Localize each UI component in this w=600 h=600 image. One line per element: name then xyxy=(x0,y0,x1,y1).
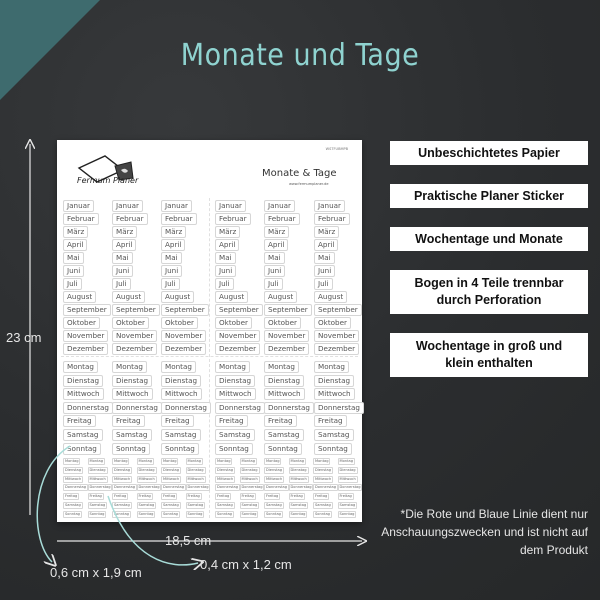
month-sticker: Juli xyxy=(161,278,180,290)
month-sticker: November xyxy=(161,330,206,342)
small-weekday-sticker: Sonntag xyxy=(187,511,203,516)
month-sticker: Juni xyxy=(161,265,182,277)
month-sticker: Februar xyxy=(264,213,300,225)
weekday-sticker: Sonntag xyxy=(63,443,101,455)
sheet-url: www.fermumplaner.de xyxy=(289,182,329,186)
small-weekday-sticker: Sonntag xyxy=(266,511,281,516)
month-sticker: Januar xyxy=(215,200,246,212)
small-weekday-sticker: Dienstag xyxy=(138,467,155,472)
month-sticker: Oktober xyxy=(264,317,301,329)
small-weekday-sticker: Montag xyxy=(290,459,304,463)
month-sticker: Oktober xyxy=(112,317,149,329)
small-weekday-sticker: Sonntag xyxy=(89,511,105,516)
small-weekday-sticker: Mittwoch xyxy=(65,476,82,481)
small-weekday-sticker: Montag xyxy=(89,459,103,463)
weekday-sticker: Donnerstag xyxy=(112,402,162,414)
small-weekday-sticker: Dienstag xyxy=(315,467,332,472)
month-sticker: April xyxy=(63,239,87,251)
small-weekday-sticker: Freitag xyxy=(241,494,254,499)
small-weekday-sticker: Freitag xyxy=(315,494,328,499)
small-weekday-sticker: Donnerstag xyxy=(138,485,160,490)
weekday-sticker: Donnerstag xyxy=(63,402,113,414)
large-sticker-size-label: 0,6 cm x 1,9 cm xyxy=(50,565,142,580)
month-sticker: Februar xyxy=(215,213,251,225)
month-sticker: April xyxy=(161,239,185,251)
small-weekday-sticker: Donnerstag xyxy=(65,485,86,490)
feature-label: Bogen in 4 Teile trennbar durch Perforation xyxy=(414,276,564,307)
small-weekday-sticker: Freitag xyxy=(114,494,127,499)
month-sticker: Juni xyxy=(215,265,236,277)
weekday-sticker: Freitag xyxy=(314,415,347,427)
month-sticker: Oktober xyxy=(63,317,100,329)
small-weekday-sticker: Montag xyxy=(266,459,280,463)
weekday-sticker: Mittwoch xyxy=(112,388,153,400)
month-sticker: Juli xyxy=(215,278,234,290)
small-weekday-sticker: Dienstag xyxy=(89,467,106,472)
month-sticker: November xyxy=(112,330,157,342)
month-sticker: Januar xyxy=(161,200,192,212)
month-sticker: August xyxy=(215,291,248,303)
small-weekday-sticker: Montag xyxy=(315,459,329,463)
small-weekday-sticker: Mittwoch xyxy=(290,476,307,481)
weekday-sticker: Donnerstag xyxy=(264,402,314,414)
weekday-sticker: Montag xyxy=(112,361,147,373)
small-weekday-sticker: Sonntag xyxy=(163,511,178,516)
month-sticker: Januar xyxy=(112,200,143,212)
large-sticker-arrow xyxy=(37,446,70,562)
small-weekday-sticker: Freitag xyxy=(266,494,279,499)
month-sticker: März xyxy=(63,226,88,238)
small-weekday-sticker: Montag xyxy=(163,459,177,463)
month-sticker: Juli xyxy=(264,278,283,290)
month-sticker: September xyxy=(314,304,362,316)
weekday-sticker: Donnerstag xyxy=(215,402,265,414)
small-weekday-sticker: Sonntag xyxy=(138,511,154,516)
month-sticker: Dezember xyxy=(264,343,309,355)
feature-label: Wochentage in groß und klein enthalten xyxy=(415,339,563,370)
month-sticker: September xyxy=(63,304,111,316)
month-sticker: August xyxy=(314,291,347,303)
month-sticker: Mai xyxy=(112,252,133,264)
month-sticker: September xyxy=(161,304,209,316)
weekday-sticker: Dienstag xyxy=(112,375,152,387)
small-weekday-sticker: Mittwoch xyxy=(163,476,180,481)
small-weekday-sticker: Dienstag xyxy=(217,467,234,472)
small-weekday-sticker: Dienstag xyxy=(290,467,307,472)
small-weekday-sticker: Freitag xyxy=(65,494,78,499)
month-sticker: Dezember xyxy=(215,343,260,355)
month-sticker: Februar xyxy=(63,213,99,225)
small-weekday-sticker: Sonntag xyxy=(217,511,232,516)
sheet-code: WSTFUBMPB xyxy=(325,147,348,151)
small-weekday-sticker: Samstag xyxy=(241,503,258,507)
weekday-sticker: Dienstag xyxy=(161,375,201,387)
page-title: Monate und Tage xyxy=(180,38,420,73)
month-sticker: Juni xyxy=(112,265,133,277)
weekday-sticker: Samstag xyxy=(215,429,255,441)
small-weekday-sticker: Dienstag xyxy=(163,467,180,472)
month-sticker: Februar xyxy=(161,213,197,225)
weekday-sticker: Mittwoch xyxy=(215,388,256,400)
weekday-sticker: Samstag xyxy=(161,429,201,441)
weekday-sticker: Sonntag xyxy=(264,443,302,455)
small-weekday-sticker: Donnerstag xyxy=(217,485,238,490)
small-weekday-sticker: Donnerstag xyxy=(266,485,287,490)
small-weekday-sticker: Dienstag xyxy=(339,467,356,472)
small-weekday-sticker: Dienstag xyxy=(114,467,131,472)
small-weekday-sticker: Montag xyxy=(339,459,353,463)
weekday-sticker: Mittwoch xyxy=(314,388,355,400)
weekday-sticker: Dienstag xyxy=(63,375,103,387)
weekday-sticker: Dienstag xyxy=(314,375,354,387)
small-weekday-sticker: Mittwoch xyxy=(89,476,106,481)
month-sticker: Januar xyxy=(264,200,295,212)
month-sticker: August xyxy=(161,291,194,303)
small-weekday-sticker: Sonntag xyxy=(241,511,257,516)
small-weekday-sticker: Sonntag xyxy=(114,511,129,516)
small-weekday-sticker: Donnerstag xyxy=(241,485,263,490)
weekday-sticker: Sonntag xyxy=(161,443,199,455)
month-sticker: Juli xyxy=(112,278,131,290)
small-weekday-sticker: Samstag xyxy=(290,503,307,507)
small-weekday-sticker: Freitag xyxy=(138,494,151,499)
small-weekday-sticker: Freitag xyxy=(217,494,230,499)
small-weekday-sticker: Dienstag xyxy=(187,467,204,472)
month-sticker: Mai xyxy=(215,252,236,264)
small-weekday-sticker: Mittwoch xyxy=(114,476,131,481)
month-sticker: Dezember xyxy=(63,343,108,355)
month-sticker: September xyxy=(215,304,263,316)
month-sticker: August xyxy=(63,291,96,303)
small-weekday-sticker: Dienstag xyxy=(266,467,283,472)
height-label: 23 cm xyxy=(6,330,42,345)
weekday-sticker: Montag xyxy=(161,361,196,373)
small-weekday-sticker: Donnerstag xyxy=(89,485,111,490)
weekday-sticker: Donnerstag xyxy=(161,402,211,414)
small-weekday-sticker: Freitag xyxy=(187,494,200,499)
weekday-sticker: Freitag xyxy=(161,415,194,427)
small-weekday-sticker: Sonntag xyxy=(65,511,80,516)
small-weekday-sticker: Montag xyxy=(217,459,231,463)
weekday-sticker: Freitag xyxy=(215,415,248,427)
month-sticker: Juni xyxy=(63,265,84,277)
weekday-sticker: Samstag xyxy=(314,429,354,441)
small-weekday-sticker: Samstag xyxy=(217,503,233,507)
small-weekday-sticker: Mittwoch xyxy=(339,476,356,481)
weekday-sticker: Samstag xyxy=(264,429,304,441)
month-sticker: Februar xyxy=(112,213,148,225)
small-weekday-sticker: Samstag xyxy=(339,503,356,507)
weekday-sticker: Montag xyxy=(314,361,349,373)
month-sticker: Mai xyxy=(63,252,84,264)
small-weekday-sticker: Freitag xyxy=(339,494,352,499)
small-weekday-sticker: Samstag xyxy=(89,503,106,507)
month-sticker: Oktober xyxy=(215,317,252,329)
weekday-sticker: Sonntag xyxy=(314,443,352,455)
feature-label: Unbeschichtetes Papier xyxy=(418,145,560,160)
month-sticker: September xyxy=(264,304,312,316)
small-weekday-sticker: Donnerstag xyxy=(290,485,312,490)
month-sticker: Dezember xyxy=(161,343,206,355)
month-sticker: März xyxy=(314,226,339,238)
month-sticker: April xyxy=(112,239,136,251)
weekday-sticker: Mittwoch xyxy=(264,388,305,400)
small-weekday-sticker: Dienstag xyxy=(241,467,258,472)
small-sticker-size-label: 0,4 cm x 1,2 cm xyxy=(200,557,292,572)
weekday-sticker: Freitag xyxy=(264,415,297,427)
small-weekday-sticker: Montag xyxy=(114,459,128,463)
month-sticker: März xyxy=(215,226,240,238)
weekday-sticker: Montag xyxy=(215,361,250,373)
month-sticker: September xyxy=(112,304,160,316)
small-weekday-sticker: Samstag xyxy=(315,503,331,507)
small-weekday-sticker: Montag xyxy=(187,459,201,463)
month-sticker: Dezember xyxy=(112,343,157,355)
month-sticker: November xyxy=(314,330,359,342)
small-weekday-sticker: Mittwoch xyxy=(315,476,332,481)
weekday-sticker: Samstag xyxy=(63,429,103,441)
month-sticker: August xyxy=(112,291,145,303)
weekday-sticker: Dienstag xyxy=(264,375,304,387)
small-weekday-sticker: Mittwoch xyxy=(138,476,155,481)
small-weekday-sticker: Donnerstag xyxy=(339,485,361,490)
small-weekday-sticker: Samstag xyxy=(138,503,155,507)
small-weekday-sticker: Donnerstag xyxy=(187,485,209,490)
small-weekday-sticker: Mittwoch xyxy=(241,476,258,481)
sheet-title: Monate & Tage xyxy=(262,168,337,179)
small-weekday-sticker: Montag xyxy=(138,459,152,463)
month-sticker: November xyxy=(63,330,108,342)
month-sticker: Juli xyxy=(63,278,82,290)
small-weekday-sticker: Dienstag xyxy=(65,467,82,472)
disclaimer-note: *Die Rote und Blaue Linie dient nur Anschauungszwecken und ist nicht auf dem Produkt xyxy=(381,507,588,557)
month-sticker: März xyxy=(161,226,186,238)
small-sticker-arrow xyxy=(108,496,198,565)
weekday-sticker: Freitag xyxy=(63,415,96,427)
weekday-sticker: Montag xyxy=(63,361,98,373)
small-weekday-sticker: Samstag xyxy=(266,503,282,507)
month-sticker: Juli xyxy=(314,278,333,290)
weekday-sticker: Mittwoch xyxy=(63,388,104,400)
month-sticker: Februar xyxy=(314,213,350,225)
small-weekday-sticker: Sonntag xyxy=(290,511,306,516)
small-weekday-sticker: Mittwoch xyxy=(266,476,283,481)
small-weekday-sticker: Samstag xyxy=(163,503,179,507)
small-weekday-sticker: Sonntag xyxy=(315,511,330,516)
small-weekday-sticker: Donnerstag xyxy=(315,485,336,490)
small-weekday-sticker: Samstag xyxy=(187,503,204,507)
month-sticker: März xyxy=(112,226,137,238)
month-sticker: April xyxy=(314,239,338,251)
small-weekday-sticker: Sonntag xyxy=(339,511,355,516)
small-weekday-sticker: Montag xyxy=(65,459,79,463)
weekday-sticker: Samstag xyxy=(112,429,152,441)
month-sticker: April xyxy=(215,239,239,251)
feature-label: Wochentage und Monate xyxy=(415,231,563,246)
month-sticker: August xyxy=(264,291,297,303)
month-sticker: Mai xyxy=(161,252,182,264)
weekday-sticker: Sonntag xyxy=(215,443,253,455)
small-weekday-sticker: Freitag xyxy=(163,494,176,499)
weekday-sticker: Donnerstag xyxy=(314,402,364,414)
sheet-brand: Fermum Planer xyxy=(77,176,139,185)
weekday-sticker: Dienstag xyxy=(215,375,255,387)
month-sticker: Dezember xyxy=(314,343,359,355)
month-sticker: Oktober xyxy=(161,317,198,329)
small-weekday-sticker: Donnerstag xyxy=(163,485,184,490)
small-weekday-sticker: Donnerstag xyxy=(114,485,135,490)
month-sticker: November xyxy=(215,330,260,342)
small-weekday-sticker: Freitag xyxy=(89,494,102,499)
feature-label: Praktische Planer Sticker xyxy=(413,188,565,203)
width-label: 18,5 cm xyxy=(165,533,212,548)
weekday-sticker: Freitag xyxy=(112,415,145,427)
month-sticker: Januar xyxy=(314,200,345,212)
month-sticker: Mai xyxy=(264,252,285,264)
weekday-sticker: Sonntag xyxy=(112,443,150,455)
month-sticker: März xyxy=(264,226,289,238)
small-weekday-sticker: Samstag xyxy=(65,503,81,507)
month-sticker: Juni xyxy=(264,265,285,277)
small-weekday-sticker: Montag xyxy=(241,459,255,463)
month-sticker: Oktober xyxy=(314,317,351,329)
small-weekday-sticker: Freitag xyxy=(290,494,303,499)
small-weekday-sticker: Samstag xyxy=(114,503,130,507)
small-weekday-sticker: Mittwoch xyxy=(217,476,234,481)
weekday-sticker: Mittwoch xyxy=(161,388,202,400)
month-sticker: April xyxy=(264,239,288,251)
month-sticker: Juni xyxy=(314,265,335,277)
month-sticker: November xyxy=(264,330,309,342)
month-sticker: Januar xyxy=(63,200,94,212)
small-weekday-sticker: Mittwoch xyxy=(187,476,204,481)
weekday-sticker: Montag xyxy=(264,361,299,373)
month-sticker: Mai xyxy=(314,252,335,264)
